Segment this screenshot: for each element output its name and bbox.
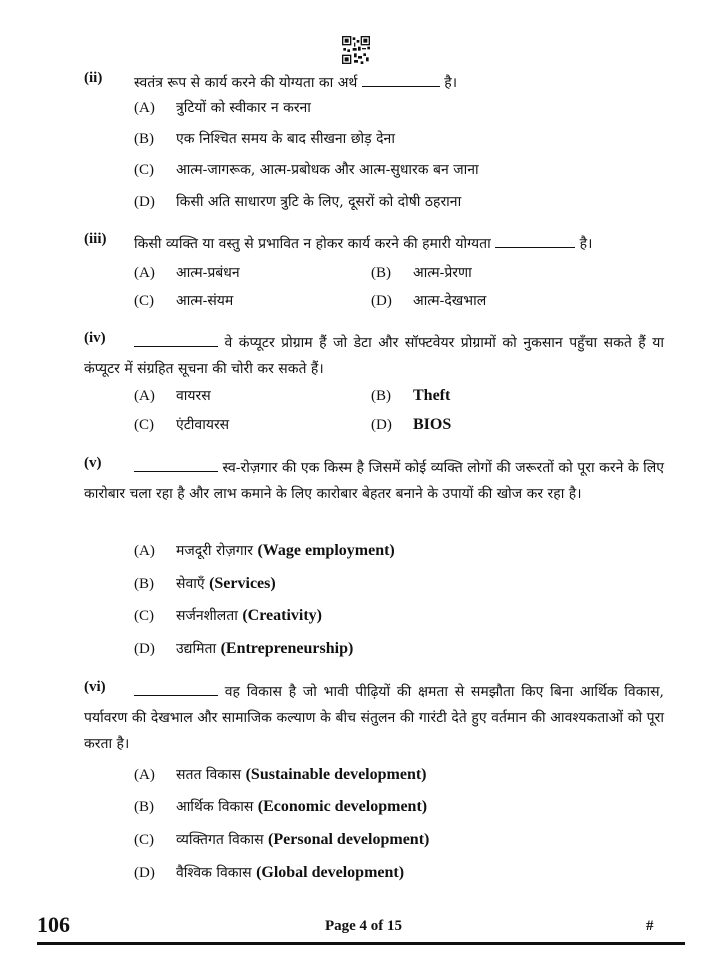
option-c: (C) आत्म-जागरूक, आत्म-प्रबोधक और आत्म-सुधारक बन जाना [134,162,479,178]
answer-blank [134,457,218,472]
option-a: (A) आत्म-प्रबंधन [134,265,240,281]
option-d: (D) आत्म-देखभाल [371,293,487,309]
answer-blank [362,72,440,87]
option-c: (C) व्यक्तिगत विकास (Personal development) [134,831,430,848]
option-c: (C) सर्जनशीलता (Creativity) [134,607,322,624]
option-c: (C) आत्म-संयम [134,293,234,309]
option-b: (B) एक निश्चित समय के बाद सीखना छोड़ देना [134,131,395,147]
question-text: स्वतंत्र रूप से कार्य करने की योग्यता का अर्थ है। [134,70,664,96]
question-number: (iii) [84,231,107,247]
option-a: (A) सतत विकास (Sustainable development) [134,766,427,783]
option-c: (C) एंटीवायरस [134,417,230,433]
option-d: (D) उद्यमिता (Entrepreneurship) [134,640,354,657]
question-number: (iv) [84,330,106,346]
option-a: (A) वायरस [134,388,211,404]
option-d: (D) किसी अति साधारण त्रुटि के लिए, दूसरों को दोषी ठहराना [134,194,462,210]
option-b: (B) सेवाएँ (Services) [134,575,276,592]
answer-blank [495,233,575,248]
option-a: (A) मजदूरी रोज़गार (Wage employment) [134,542,395,559]
question-text: स्व-रोज़गार की एक किस्म है जिसमें कोई व्यक्ति लोगों की जरूरतों को पूरा करने के लिए कारोबार चला रहा है और लाभ कमाने के लिए कारोबार बेहतर बनाने के उपायों की खोज कर रहा है। [84,455,664,507]
answer-blank [134,332,218,347]
paper-code: 106 [37,912,70,937]
answer-blank [134,681,218,696]
question-number: (vi) [84,679,106,695]
question-number: (v) [84,455,102,471]
footer-rule [37,942,685,945]
footer-mark: # [646,918,654,934]
option-b: (B) Theft [371,387,451,404]
question-text: वह विकास है जो भावी पीढ़ियों की क्षमता से समझौता किए बिना आर्थिक विकास, पर्यावरण की देखभाल और सामाजिक कल्याण के बीच संतुलन की गारंटी देते हुए वर्तमान की आवश्यकताओं को पूरा करता है। [84,679,664,757]
option-a: (A) त्रुटियों को स्वीकार न करना [134,100,311,116]
option-b: (B) आर्थिक विकास (Economic development) [134,798,428,815]
question-number: (ii) [84,70,103,86]
question-text: वे कंप्यूटर प्रोग्राम हैं जो डेटा और सॉफ्टवेयर प्रोग्रामों को नुकसान पहुँचा सकते हैं या कंप्यूटर में संग्रहित सूचना की चोरी कर सकते हैं। [84,330,664,382]
page-number: Page 4 of 15 [324,918,403,934]
question-text: किसी व्यक्ति या वस्तु से प्रभावित न होकर कार्य करने की हमारी योग्यता है। [134,231,664,257]
option-d: (D) BIOS [371,416,452,433]
option-b: (B) आत्म-प्रेरणा [371,265,472,281]
option-d: (D) वैश्विक विकास (Global development) [134,864,405,881]
qr-code-icon [342,36,370,64]
